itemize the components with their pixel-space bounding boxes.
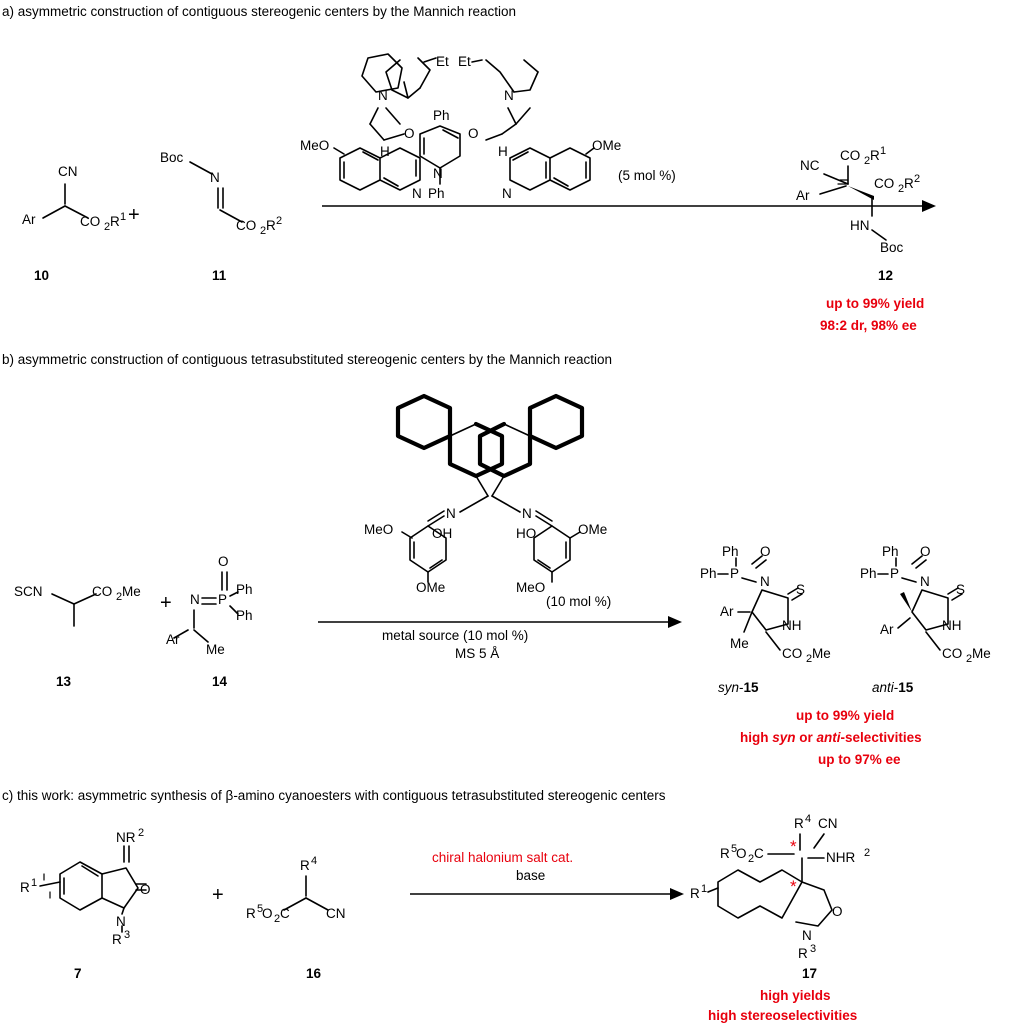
svg-text:2: 2 [748, 853, 755, 865]
svg-text:N: N [412, 186, 422, 201]
svg-text:NH: NH [942, 618, 962, 633]
svg-text:R: R [300, 858, 310, 873]
svg-text:Ph: Ph [236, 608, 253, 623]
condition-b-metal: metal source (10 mol %) [382, 628, 529, 643]
svg-text:N: N [446, 506, 456, 521]
svg-text:1: 1 [701, 883, 708, 895]
svg-text:Ph: Ph [428, 186, 445, 201]
svg-text:*: * [790, 837, 797, 856]
svg-text:R: R [112, 932, 122, 947]
svg-text:5: 5 [731, 843, 738, 855]
result-c-stereo: high stereoselectivities [708, 1008, 858, 1023]
label-compound-12: 12 [878, 268, 894, 283]
result-a-yield: up to 99% yield [826, 296, 925, 311]
svg-text:Et: Et [436, 54, 449, 69]
svg-text:CN: CN [818, 816, 838, 831]
svg-text:MeO: MeO [516, 580, 546, 595]
catalyst-loading-a: (5 mol %) [618, 168, 676, 183]
svg-text:Me: Me [122, 584, 141, 599]
svg-text:NH: NH [782, 618, 802, 633]
plus-sign-b: + [160, 592, 172, 614]
svg-text:R: R [720, 846, 730, 861]
svg-text:OMe: OMe [592, 138, 622, 153]
svg-text:Ph: Ph [236, 582, 253, 597]
svg-text:N: N [190, 592, 200, 607]
svg-text:H: H [380, 144, 390, 159]
structure-reactant-11 [160, 148, 305, 248]
svg-text:OMe: OMe [578, 522, 608, 537]
svg-text:N: N [802, 928, 812, 943]
svg-text:Ph: Ph [722, 544, 739, 559]
condition-b-ms: MS 5 Å [455, 646, 500, 661]
svg-text:2: 2 [914, 173, 921, 185]
svg-text:S: S [956, 582, 966, 597]
svg-text:Ar: Ar [796, 188, 810, 203]
svg-text:Ph: Ph [433, 108, 450, 123]
svg-text:4: 4 [311, 855, 318, 867]
svg-text:2: 2 [274, 913, 281, 925]
panel-c-caption: c) this work: asymmetric synthesis of β-amino cyanoesters with contiguous tetrasubstituted stereogenic centers [2, 788, 666, 803]
svg-text:Boc: Boc [160, 150, 184, 165]
svg-text:4: 4 [805, 813, 812, 825]
svg-text:Ar: Ar [720, 604, 734, 619]
svg-text:OH: OH [432, 526, 453, 541]
svg-text:O: O [832, 904, 843, 919]
panel-a-caption: a) asymmetric construction of contiguous stereogenic centers by the Mannich reaction [2, 4, 517, 19]
svg-text:CN: CN [58, 164, 78, 179]
label-compound-17: 17 [802, 966, 818, 981]
svg-text:5: 5 [257, 903, 264, 915]
svg-text:N: N [116, 914, 126, 929]
svg-text:O: O [262, 906, 273, 921]
plus-sign-a: + [128, 204, 140, 226]
label-compound-16: 16 [306, 966, 322, 981]
svg-text:N: N [502, 186, 512, 201]
svg-text:Me: Me [206, 642, 225, 657]
svg-text:HN: HN [850, 218, 870, 233]
svg-text:N: N [522, 506, 532, 521]
label-compound-anti-15: anti-15 [872, 680, 914, 695]
svg-text:Ph: Ph [700, 566, 717, 581]
svg-text:P: P [890, 566, 900, 581]
svg-text:Et: Et [458, 54, 471, 69]
result-b-yield: up to 99% yield [796, 708, 895, 723]
structure-product-12 [796, 140, 990, 270]
svg-text:P: P [218, 592, 228, 607]
result-c-yields: high yields [760, 988, 831, 1003]
svg-text:N: N [378, 88, 388, 103]
svg-text:O: O [468, 126, 479, 141]
structure-catalyst-b [300, 390, 720, 620]
svg-text:CO: CO [782, 646, 803, 661]
result-b-selectivity: high syn or anti-selectivities [740, 730, 922, 745]
svg-text:O: O [736, 846, 747, 861]
svg-text:OMe: OMe [416, 580, 446, 595]
reaction-arrow-c [410, 884, 690, 904]
svg-text:MeO: MeO [364, 522, 394, 537]
svg-text:Me: Me [812, 646, 831, 661]
svg-text:Ar: Ar [166, 632, 180, 647]
svg-text:HO: HO [516, 526, 537, 541]
label-compound-14: 14 [212, 674, 228, 689]
svg-text:Ar: Ar [880, 622, 894, 637]
svg-text:1: 1 [31, 877, 38, 889]
svg-text:Ar: Ar [22, 212, 36, 227]
svg-text:SCN: SCN [14, 584, 43, 599]
svg-text:C: C [754, 846, 764, 861]
svg-text:*: * [790, 877, 797, 896]
svg-text:R: R [798, 946, 808, 961]
svg-text:CN: CN [326, 906, 346, 921]
svg-text:2: 2 [966, 653, 973, 665]
svg-text:N: N [920, 574, 930, 589]
svg-text:N: N [504, 88, 514, 103]
svg-text:CO: CO [92, 584, 113, 599]
svg-text:CO: CO [236, 218, 257, 233]
svg-text:CO: CO [840, 148, 861, 163]
svg-text:2: 2 [806, 653, 813, 665]
catalyst-loading-b: (10 mol %) [546, 594, 612, 609]
svg-text:R: R [266, 218, 276, 233]
svg-text:R: R [20, 880, 30, 895]
label-compound-13: 13 [56, 674, 72, 689]
svg-text:Ph: Ph [882, 544, 899, 559]
svg-text:C: C [280, 906, 290, 921]
svg-text:R: R [690, 886, 700, 901]
svg-text:2: 2 [898, 183, 905, 195]
svg-text:CO: CO [942, 646, 963, 661]
svg-text:P: P [730, 566, 740, 581]
svg-text:N: N [760, 574, 770, 589]
svg-text:NR: NR [116, 830, 136, 845]
structure-product-anti-15 [860, 540, 1021, 680]
structure-product-syn-15 [700, 540, 880, 680]
svg-text:O: O [920, 544, 931, 559]
structure-reactant-16 [246, 852, 410, 942]
label-compound-10: 10 [34, 268, 50, 283]
label-compound-7: 7 [74, 966, 82, 981]
svg-text:2: 2 [864, 847, 871, 859]
result-b-ee: up to 97% ee [818, 752, 901, 767]
svg-text:2: 2 [116, 591, 123, 603]
svg-text:NC: NC [800, 158, 820, 173]
condition-c-base: base [516, 868, 546, 883]
svg-text:S: S [796, 582, 806, 597]
svg-text:CO: CO [80, 214, 101, 229]
svg-text:R: R [904, 176, 914, 191]
svg-text:R: R [110, 214, 120, 229]
label-compound-11: 11 [212, 268, 227, 283]
svg-text:Boc: Boc [880, 240, 904, 255]
svg-text:O: O [140, 882, 151, 897]
svg-text:H: H [498, 144, 508, 159]
svg-text:Me: Me [972, 646, 991, 661]
condition-c-catalyst: chiral halonium salt cat. [432, 850, 574, 865]
svg-text:1: 1 [880, 145, 887, 157]
label-compound-syn-15: syn-15 [718, 680, 759, 695]
panel-b-caption: b) asymmetric construction of contiguous tetrasubstituted stereogenic centers by the Mannich reaction [2, 352, 613, 367]
svg-text:O: O [760, 544, 771, 559]
svg-text:3: 3 [810, 943, 817, 955]
svg-text:O: O [404, 126, 415, 141]
svg-text:NHR: NHR [826, 850, 856, 865]
svg-text:CO: CO [874, 176, 895, 191]
svg-text:R: R [870, 148, 880, 163]
svg-text:2: 2 [276, 215, 283, 227]
svg-text:Me: Me [730, 636, 749, 651]
svg-text:2: 2 [104, 221, 111, 233]
svg-text:R: R [794, 816, 804, 831]
structure-catalyst-a [300, 38, 700, 218]
svg-text:MeO: MeO [300, 138, 330, 153]
structure-product-17 [690, 812, 920, 962]
svg-text:N: N [433, 166, 443, 181]
svg-text:2: 2 [260, 225, 267, 237]
svg-text:R: R [246, 906, 256, 921]
svg-text:1: 1 [120, 211, 127, 223]
structure-reactant-7 [20, 826, 190, 956]
svg-text:2: 2 [864, 155, 871, 167]
svg-text:2: 2 [138, 827, 145, 839]
svg-text:Ph: Ph [860, 566, 877, 581]
structure-reactant-13 [14, 570, 154, 650]
result-a-selectivity: 98:2 dr, 98% ee [820, 318, 917, 333]
plus-sign-c: + [212, 884, 224, 906]
svg-text:3: 3 [124, 929, 131, 941]
svg-text:N: N [210, 170, 220, 185]
svg-text:O: O [218, 554, 229, 569]
